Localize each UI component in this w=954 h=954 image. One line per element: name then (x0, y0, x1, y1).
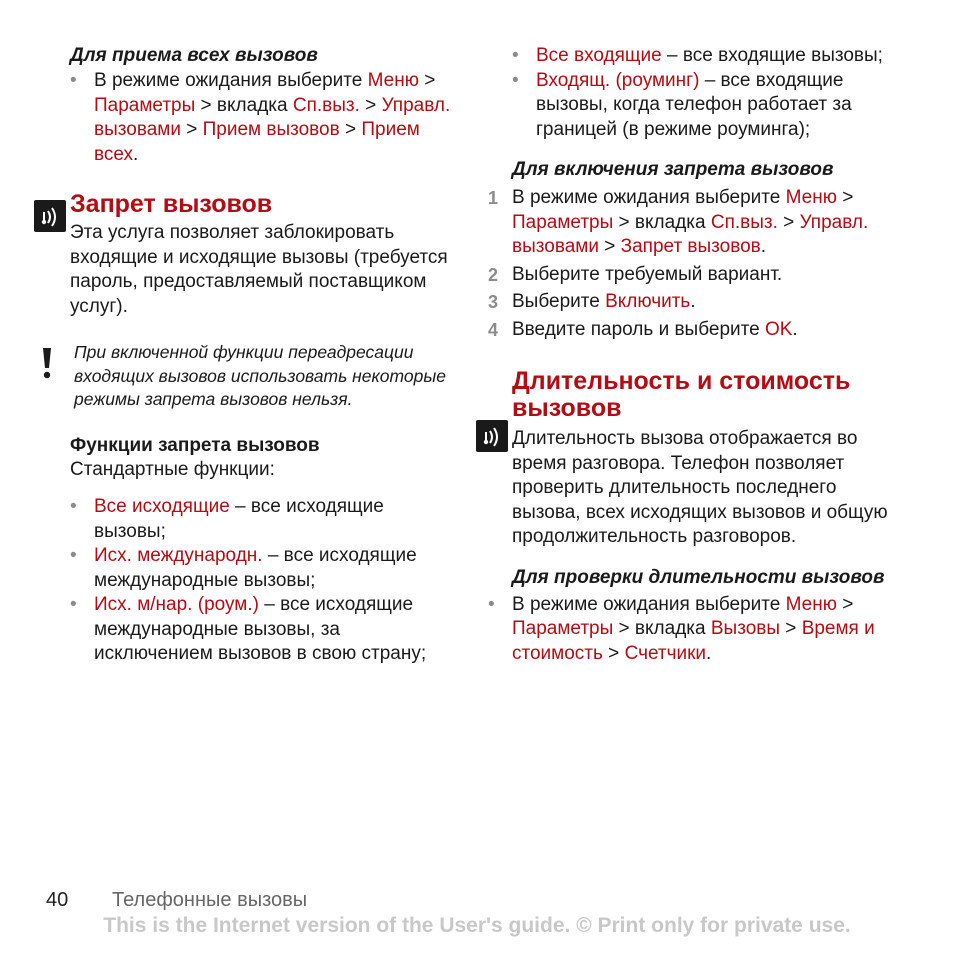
step-item: 4 Введите пароль и выберите OK. (512, 318, 902, 343)
step-number: 1 (488, 188, 499, 208)
note-text: При включенной функции переадресации входящих вызовов использовать некоторые режимы запрета вызовов нельзя. (74, 342, 446, 409)
option-desc: – все входящие вызовы; (661, 45, 883, 66)
list-item (70, 544, 460, 593)
menu-link: Параметры (94, 94, 196, 116)
option-desc: – все исходящие международные вызовы; (94, 545, 417, 591)
left-column (70, 44, 460, 667)
list-item (70, 495, 460, 544)
step-item: 3 Выберите Включить. (512, 290, 902, 315)
barring-options-list (70, 495, 460, 667)
option-name: Исх. международн. (94, 545, 263, 566)
list-item (512, 69, 902, 143)
step-item: 1 В режиме ожидания выберите Меню > Параметры > вкладка Сп.выз. > Управл. вызовами > Запрет вызовов. (488, 187, 869, 257)
functions-subtitle: Стандартные функции: (70, 458, 275, 480)
bullet-icon: • (70, 496, 77, 517)
list-item (512, 44, 902, 69)
list-item: • В режиме ожидания выберите Меню > Параметры > вкладка Вызовы > Время и стоимость > Счетчики. (488, 593, 875, 664)
bullet-icon: • (488, 593, 495, 615)
step-number: 2 (488, 264, 499, 285)
menu-link: Управл. вызовами (512, 211, 869, 257)
menu-link: Прием всех (94, 119, 420, 165)
section-title-duration-cost: Длительность и стоимость вызовов (512, 367, 851, 422)
menu-link: Меню (785, 187, 837, 208)
section-body-call-barring: Эта услуга позволяет заблокировать входящие и исходящие вызовы (требуется пароль, предоставляемый поставщиком услуг). (70, 222, 448, 317)
section-body-duration-cost: Длительность вызова отображается во время разговора. Телефон позволяет проверить длительность последнего вызова, всех исходящих вызовов и общую продолжительность разговоров. (512, 428, 888, 547)
option-desc: – все исходящие международные вызовы, за исключением вызовов в свою страну; (94, 594, 427, 664)
bullet-icon: • (70, 545, 77, 566)
option-desc: – все исходящие вызовы; (94, 496, 384, 542)
step-number: 4 (488, 319, 499, 340)
menu-link: Сп.выз. (710, 211, 778, 233)
menu-link: Запрет вызовов (620, 236, 761, 257)
right-column (488, 44, 902, 666)
bullet-icon: • (70, 594, 77, 615)
chapter-title: Телефонные вызовы (112, 889, 308, 911)
option-name: Все входящие (536, 45, 662, 66)
menu-link: Сп.выз. (292, 94, 360, 116)
procedure-title-accept-all: Для приема всех вызовов (70, 45, 318, 66)
network-service-icon (34, 200, 66, 232)
section-title-call-barring: Запрет вызовов (70, 190, 273, 218)
menu-link: OK (764, 318, 793, 340)
page-number: 40 (46, 889, 69, 911)
barring-options-list-continued (512, 44, 902, 142)
option-name: Все исходящие (94, 496, 230, 517)
menu-link: Счетчики (624, 642, 707, 664)
menu-link: Меню (785, 593, 837, 615)
menu-link: Управл. вызовами (94, 94, 451, 140)
option-desc: – все входящие вызовы, когда телефон работает за границей (в режиме роуминга); (536, 69, 852, 140)
menu-link: Параметры (512, 618, 614, 639)
bullet-icon: • (512, 69, 519, 91)
bullet-icon: • (512, 45, 519, 66)
option-name: Исх. м/нар. (роум.) (94, 594, 259, 615)
step-item: 2 Выберите требуемый вариант. (512, 263, 902, 288)
step-number: 3 (488, 292, 499, 312)
bullet-icon: • (70, 70, 77, 91)
network-service-icon (476, 420, 508, 452)
option-name: Входящ. (роуминг) (536, 69, 700, 91)
warning-icon (40, 346, 54, 382)
watermark-text: This is the Internet version of the User's guide. © Print only for private use. (103, 914, 851, 937)
menu-link: Прием вызовов (202, 119, 340, 140)
menu-link: Время и стоимость (512, 618, 875, 664)
menu-link: Параметры (512, 211, 614, 233)
functions-title: Функции запрета вызовов (70, 434, 320, 456)
steps-list (488, 186, 902, 342)
list-item (70, 593, 460, 667)
menu-link: Меню (367, 70, 419, 91)
list-item: • В режиме ожидания выберите Меню > Параметры > вкладка Сп.выз. > Управл. вызовами > Прием вызовов > Прием всех. (70, 70, 451, 165)
menu-link: Включить (605, 291, 691, 312)
procedure-title-enable-barring: Для включения запрета вызовов (512, 159, 834, 180)
procedure-title-check-duration: Для проверки длительности вызовов (512, 566, 885, 588)
menu-link: Вызовы (710, 618, 781, 639)
